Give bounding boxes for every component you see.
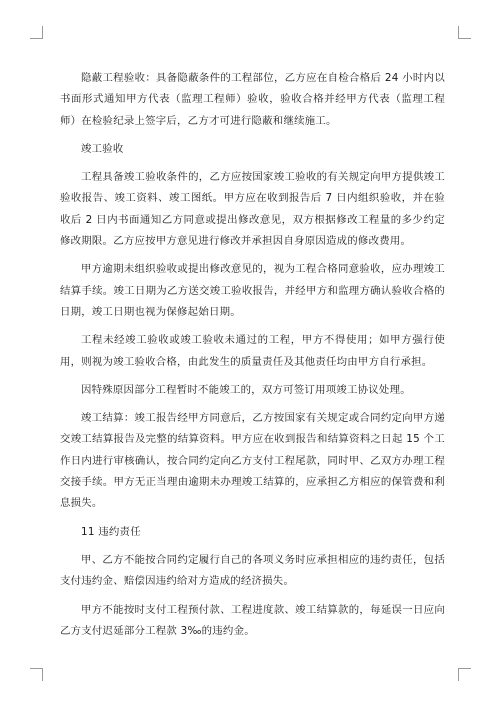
paragraph-completion-settlement: 竣工结算：竣工报告经甲方同意后，乙方按国家有关规定或合同约定向甲方递交竣工结算报告及完整的结算资料。甲方应在收到报告和结算资料之日起 15 个工作日内进行审核确认，按合同约定向乙方支付工程尾款，同时甲、乙双方办理工程交接手续。甲方无正当理由逾期未办理竣工结算的，应承担乙方相应的保管费和利息损失。 [60, 412, 445, 510]
paragraph-breach-obligations: 甲、乙方不能按合同约定履行自己的各项义务时应承担相应的违约责任，包括支付违约金、赔偿因违约给对方造成的经济损失。 [60, 553, 445, 588]
crop-mark-bottom-right [458, 668, 471, 681]
heading-liability-for-breach: 11 违约责任 [81, 525, 141, 538]
paragraph-completion-conditions: 工程具备竣工验收条件的，乙方应按国家竣工验收的有关规定向甲方提供竣工验收报告、竣工资料、竣工图纸。甲方应在收到报告后 7 日内组织验收，并在验收后 2 日内书面通知乙方同意或提出修改意见，双方根据修改工程量的多少约定修改期限。乙方应按甲方意见进行修改并承担因自身原因造成的修改费用。 [60, 171, 445, 248]
paragraph-concealed-work-acceptance: 隐蔽工程验收：具备隐蔽条件的工程部位，乙方应在自检合格后 24 小时内以书面形式通知甲方代表（监理工程师）验收，验收合格并经甲方代表（监理工程师）在检验纪录上签字后，乙方才可进行隐蔽和继续施工。 [60, 72, 445, 127]
heading-completion-acceptance: 竣工验收 [81, 142, 124, 155]
paragraph-unaccepted-use: 工程未经竣工验收或竣工验收未通过的工程，甲方不得使用；如甲方强行使用，则视为竣工验收合格，由此发生的质量责任及其他责任均由甲方自行承担。 [60, 334, 445, 368]
crop-mark-bottom-left [30, 668, 43, 681]
crop-mark-top-left [30, 26, 43, 39]
document-body [60, 68, 445, 649]
crop-mark-top-right [458, 26, 471, 39]
paragraph-overdue-acceptance: 甲方逾期未组织验收或提出修改意见的，视为工程合格同意验收，应办理竣工结算手续。竣工日期为乙方送交竣工验收报告，并经甲方和监理方确认验收合格的日期，竣工日期也视为保修起始日期。 [60, 263, 445, 318]
paragraph-late-payment-penalty: 甲方不能按时支付工程预付款、工程进度款、竣工结算款的，每延误一日应向乙方支付迟延部分工程款 3‰的违约金。 [60, 603, 445, 637]
paragraph-partial-completion: 因特殊原因部分工程暂时不能竣工的，双方可签订用项竣工协议处理。 [81, 383, 411, 396]
